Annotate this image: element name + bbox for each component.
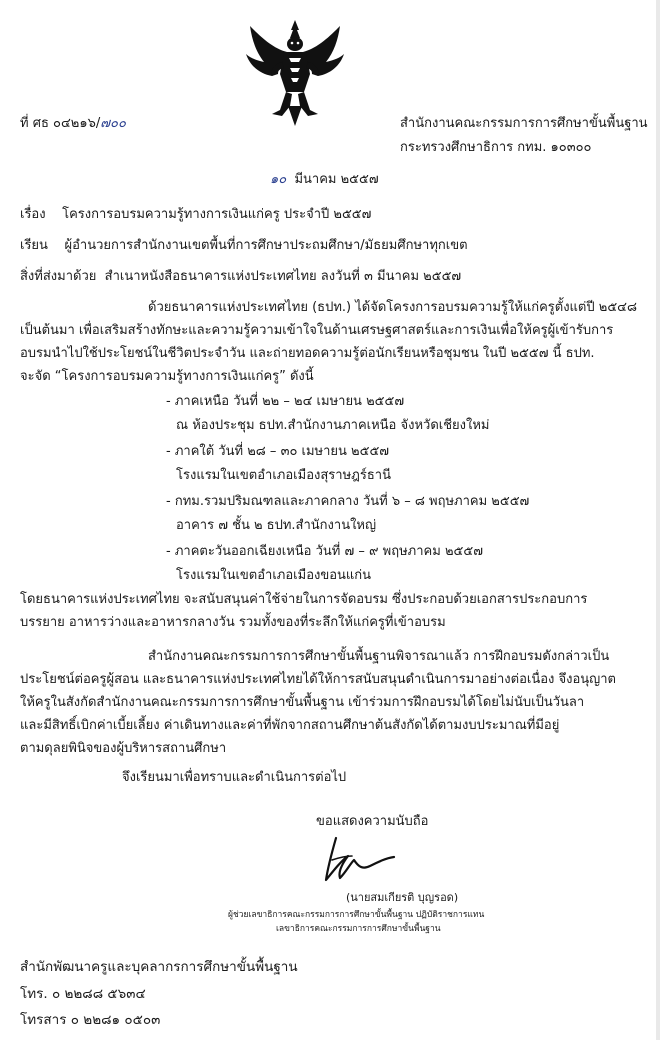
paragraph-1-line: ด้วยธนาคารแห่งประเทศไทย (ธปท.) ได้จัดโครงการอบรมความรู้ให้แก่ครูตั้งแต่ปี ๒๕๔๘	[148, 300, 638, 315]
paragraph-1-line: จะจัด “โครงการอบรมความรู้ทางการเงินแก่ครู” ดังนี้	[20, 369, 314, 384]
signer-title: ผู้ช่วยเลขาธิการคณะกรรมการการศึกษาขั้นพื้นฐาน ปฏิบัติราชการแทน	[228, 910, 485, 920]
paragraph-4: จึงเรียนมาเพื่อทราบและดำเนินการต่อไป	[122, 770, 347, 785]
region-title: - ภาคตะวันออกเฉียงเหนือ วันที่ ๗ – ๙ พฤษภาคม ๒๕๕๗	[166, 544, 483, 559]
page-edge	[656, 0, 660, 1040]
handwritten-day: ๑๐	[270, 172, 287, 187]
region-title: - ภาคเหนือ วันที่ ๒๒ – ๒๔ เมษายน ๒๕๕๗	[166, 394, 405, 409]
office-name: สำนักงานคณะกรรมการการศึกษาขั้นพื้นฐาน	[400, 116, 648, 131]
office-address: กระทรวงศึกษาธิการ กทม. ๑๐๓๐๐	[400, 140, 592, 155]
footer-fax: โทรสาร ๐ ๒๒๘๑ ๐๕๐๓	[20, 1012, 161, 1028]
footer-phone: โทร. ๐ ๒๒๘๘ ๕๖๓๔	[20, 986, 146, 1002]
document-date: ๑๐ มีนาคม ๒๕๕๗	[270, 172, 379, 187]
subject-line: เรื่อง โครงการอบรมความรู้ทางการเงินแก่ครู ประจำปี ๒๕๕๗	[20, 207, 372, 222]
signer-name: (นายสมเกียรติ บุญรอด)	[346, 891, 459, 904]
region-venue: โรงแรมในเขตอำเภอเมืองสุราษฎร์ธานี	[176, 468, 391, 483]
handwritten-number: ๗๐๐	[100, 116, 126, 131]
garuda-emblem-icon	[242, 18, 348, 128]
enclosure-line: สิ่งที่ส่งมาด้วย สำเนาหนังสือธนาคารแห่งประเทศไทย ลงวันที่ ๓ มีนาคม ๒๕๕๗	[20, 269, 462, 284]
closing: ขอแสดงความนับถือ	[316, 814, 429, 829]
paragraph-1-line: อบรมนำไปใช้ประโยชน์ในชีวิตประจำวัน และถ่ายทอดความรู้ต่อนักเรียนหรือชุมชน ในปี ๒๕๕๗ นี้ ธปท.	[20, 346, 595, 361]
paragraph-1-line: เป็นต้นมา เพื่อเสริมสร้างทักษะและความรู้ความเข้าใจในด้านเศรษฐศาสตร์และการเงินเพื่อให้ครูผู้เข้ารับการ	[20, 323, 614, 338]
region-venue: ณ ห้องประชุม ธปท.สำนักงานภาคเหนือ จังหวัดเชียงใหม่	[176, 418, 490, 433]
paragraph-3-line: และมีสิทธิ์เบิกค่าเบี้ยเลี้ยง ค่าเดินทางและค่าที่พักจากสถานศึกษาต้นสังกัดได้ตามงบประมาณที่มีอยู่	[20, 718, 560, 733]
paragraph-3-line: ประโยชน์ต่อครูผู้สอน และธนาคารแห่งประเทศไทยได้ให้การสนับสนุนดำเนินการมาอย่างต่อเนื่อง จึงอนุญาต	[20, 672, 616, 687]
region-title: - ภาคใต้ วันที่ ๒๘ – ๓๐ เมษายน ๒๕๕๗	[166, 444, 390, 459]
signature-icon	[318, 830, 398, 886]
paragraph-2-line: บรรยาย อาหารว่างและอาหารกลางวัน รวมทั้งของที่ระลึกให้แก่ครูที่เข้าอบรม	[20, 615, 446, 630]
paragraph-3-line: ตามดุลยพินิจของผู้บริหารสถานศึกษา	[20, 741, 227, 756]
footer-department: สำนักพัฒนาครูและบุคลากรการศึกษาขั้นพื้นฐาน	[20, 959, 298, 975]
signer-title: เลขาธิการคณะกรรมการการศึกษาขั้นพื้นฐาน	[276, 924, 441, 934]
region-title: - กทม.รวมปริมณฑลและภาคกลาง วันที่ ๖ – ๘ พฤษภาคม ๒๕๕๗	[166, 494, 530, 509]
recipient-line: เรียน ผู้อำนวยการสำนักงานเขตพื้นที่การศึกษาประถมศึกษา/มัธยมศึกษาทุกเขต	[20, 238, 468, 253]
paragraph-2-line: โดยธนาคารแห่งประเทศไทย จะสนับสนุนค่าใช้จ่ายในการจัดอบรม ซึ่งประกอบด้วยเอกสารประกอบการ	[20, 592, 588, 607]
paragraph-3-line: ให้ครูในสังกัดสำนักงานคณะกรรมการการศึกษาขั้นพื้นฐาน เข้าร่วมการฝึกอบรมได้โดยไม่นับเป็นวันลา	[20, 695, 585, 710]
paragraph-3-line: สำนักงานคณะกรรมการการศึกษาขั้นพื้นฐานพิจารณาแล้ว การฝึกอบรมดังกล่าวเป็น	[148, 649, 610, 664]
region-venue: อาคาร ๗ ชั้น ๒ ธปท.สำนักงานใหญ่	[176, 518, 377, 533]
document-number: ที่ ศธ ๐๔๒๑๖/๗๐๐	[20, 116, 126, 131]
region-venue: โรงแรมในเขตอำเภอเมืองขอนแก่น	[176, 568, 372, 583]
